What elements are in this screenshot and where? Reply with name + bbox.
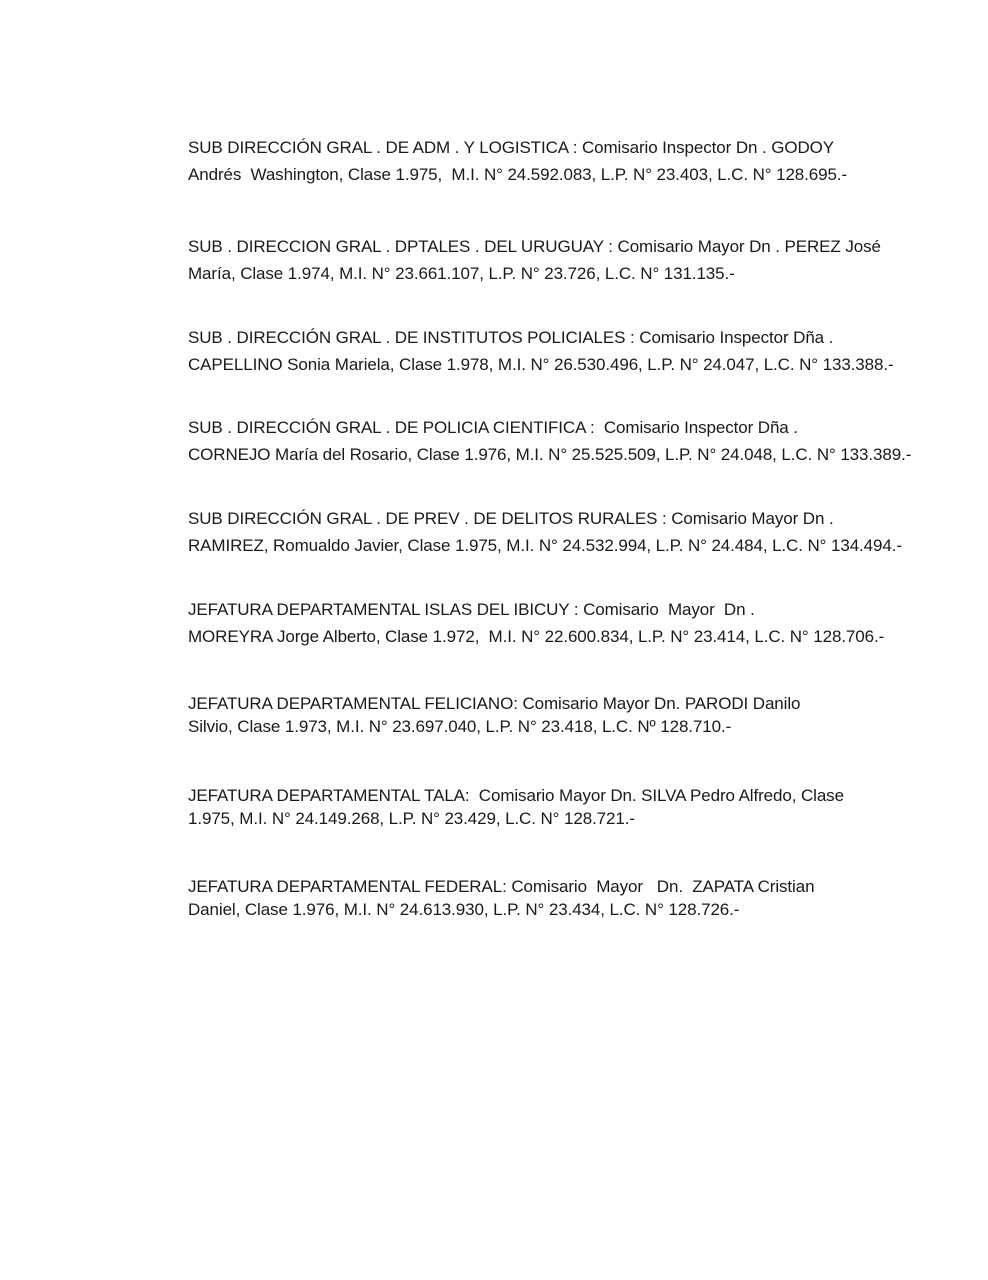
appointment-entry-tala: [188, 784, 968, 830]
appointment-entry-delitos-rurales: [188, 507, 968, 557]
entry-heading-line: JEFATURA DEPARTAMENTAL FELICIANO: Comisario Mayor Dn. PARODI Danilo: [188, 694, 801, 713]
appointment-entry-adm-logistica: [188, 136, 968, 186]
entry-detail-line: CORNEJO María del Rosario, Clase 1.976, M.I. N° 25.525.509, L.P. N° 24.048, L.C. N° 133.389.-: [188, 445, 912, 464]
entry-detail-line: Andrés Washington, Clase 1.975, M.I. N° 24.592.083, L.P. N° 23.403, L.C. N° 128.695.-: [188, 165, 848, 184]
entry-detail-line: María, Clase 1.974, M.I. N° 23.661.107, L.P. N° 23.726, L.C. N° 131.135.-: [188, 264, 735, 283]
entry-detail-line: CAPELLINO Sonia Mariela, Clase 1.978, M.I. N° 26.530.496, L.P. N° 24.047, L.C. N° 133.388.-: [188, 355, 894, 374]
appointment-entry-policia-cientifica: [188, 416, 968, 466]
entry-heading-line: SUB DIRECCIÓN GRAL . DE ADM . Y LOGISTICA : Comisario Inspector Dn . GODOY: [188, 138, 835, 157]
appointment-entry-feliciano: [188, 692, 968, 738]
appointment-entry-islas-ibicuy: [188, 598, 968, 648]
entry-heading-line: JEFATURA DEPARTAMENTAL ISLAS DEL IBICUY : Comisario Mayor Dn .: [188, 600, 755, 619]
entry-heading-line: SUB DIRECCIÓN GRAL . DE PREV . DE DELITOS RURALES : Comisario Mayor Dn .: [188, 509, 834, 528]
entry-detail-line: MOREYRA Jorge Alberto, Clase 1.972, M.I. N° 22.600.834, L.P. N° 23.414, L.C. N° 128.706.-: [188, 627, 885, 646]
entry-heading-line: SUB . DIRECCION GRAL . DPTALES . DEL URUGUAY : Comisario Mayor Dn . PEREZ José: [188, 237, 881, 256]
entry-heading-line: SUB . DIRECCIÓN GRAL . DE INSTITUTOS POLICIALES : Comisario Inspector Dña .: [188, 328, 834, 347]
entry-detail-line: Daniel, Clase 1.976, M.I. N° 24.613.930, L.P. N° 23.434, L.C. N° 128.726.-: [188, 900, 740, 919]
appointment-entry-dptales-uruguay: [188, 235, 968, 285]
entry-detail-line: RAMIREZ, Romualdo Javier, Clase 1.975, M.I. N° 24.532.994, L.P. N° 24.484, L.C. N° 134.494.-: [188, 536, 902, 555]
entry-heading-line: JEFATURA DEPARTAMENTAL FEDERAL: Comisario Mayor Dn. ZAPATA Cristian: [188, 877, 815, 896]
appointment-entry-federal: [188, 875, 968, 921]
entry-detail-line: 1.975, M.I. N° 24.149.268, L.P. N° 23.429, L.C. N° 128.721.-: [188, 809, 635, 828]
entry-detail-line: Silvio, Clase 1.973, M.I. N° 23.697.040, L.P. N° 23.418, L.C. Nº 128.710.-: [188, 717, 732, 736]
appointment-entry-institutos-policiales: [188, 326, 968, 376]
entry-heading-line: SUB . DIRECCIÓN GRAL . DE POLICIA CIENTIFICA : Comisario Inspector Dña .: [188, 418, 798, 437]
entry-heading-line: JEFATURA DEPARTAMENTAL TALA: Comisario Mayor Dn. SILVA Pedro Alfredo, Clase: [188, 786, 844, 805]
